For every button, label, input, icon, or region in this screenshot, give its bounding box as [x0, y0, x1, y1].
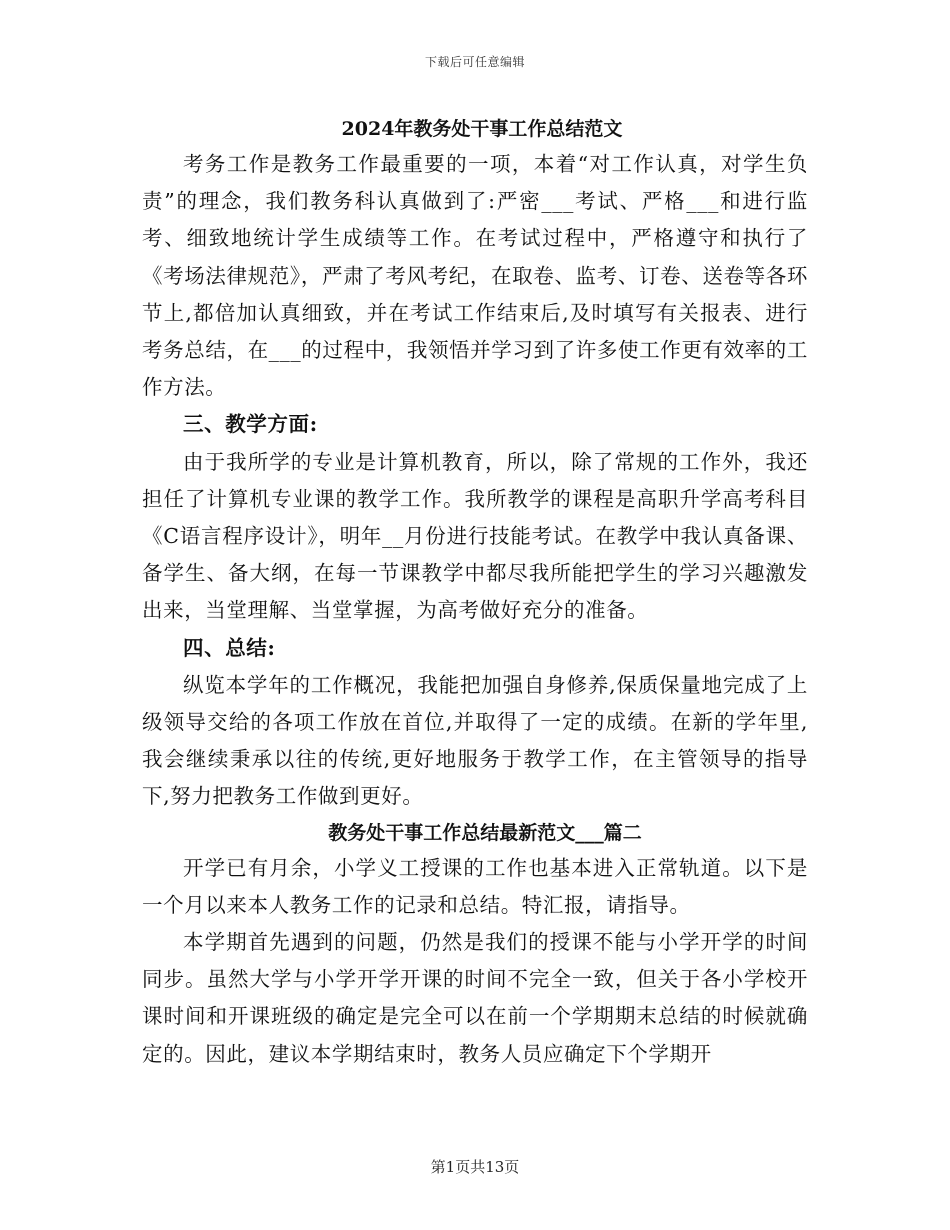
page-header-note: 下载后可任意编辑	[424, 55, 525, 69]
section-heading-teaching: 三、教学方面:	[183, 412, 318, 437]
section-heading-summary: 四、总结:	[183, 635, 276, 660]
paragraph-summary: 纵览本学年的工作概况，我能把加强自身修养,保质保量地完成了上级领导交给的各项工作放在首位,并取得了一定的成绩。在新的学年里,我会继续秉承以往的传统,更好地服务于教学工作，在主管领导的指导下,努力把教务工作做到更好。	[142, 672, 808, 809]
page-number: 第1页共13页	[430, 1158, 520, 1176]
paragraph-exam-affairs: 考务工作是教务工作最重要的一项，本着“对工作认真，对学生负责”的理念，我们教务科认真做到了:严密___考试、严格___和进行监考、细致地统计学生成绩等工作。在考试过程中，严格遵守和执行了《考场法律规范》，严肃了考风考纪，在取卷、监考、订卷、送卷等各环节上,都倍加认真细致，并在考试工作结束后,及时填写有关报表、进行考务总结，在___的过程中，我领悟并学习到了许多使工作更有效率的工作方法。	[142, 152, 808, 400]
paragraph-opening: 开学已有月余，小学义工授课的工作也基本进入正常轨道。以下是一个月以来本人教务工作的记录和总结。特汇报，请指导。	[142, 855, 808, 917]
paragraph-teaching: 由于我所学的专业是计算机教育，所以，除了常规的工作外，我还担任了计算机专业课的教学工作。我所教学的课程是高职升学高考科目《C语言程序设计》，明年__月份进行技能考试。在教学中我认真备课、备学生、备大纲，在每一节课教学中都尽我所能把学生的学习兴趣激发出来，当堂理解、当堂掌握，为高考做好充分的准备。	[142, 449, 808, 623]
paragraph-schedule-issue: 本学期首先遇到的问题，仍然是我们的授课不能与小学开学的时间同步。虽然大学与小学开学开课的时间不完全一致，但关于各小学校开课时间和开课班级的确定是完全可以在前一个学期期末总结的时候就确定的。因此，建议本学期结束时，教务人员应确定下个学期开	[142, 930, 808, 1066]
document-body	[142, 112, 808, 1073]
section-title-part-two: 教务处干事工作总结最新范文___篇二	[328, 821, 642, 844]
document-title: 2024年教务处干事工作总结范文	[341, 118, 623, 140]
